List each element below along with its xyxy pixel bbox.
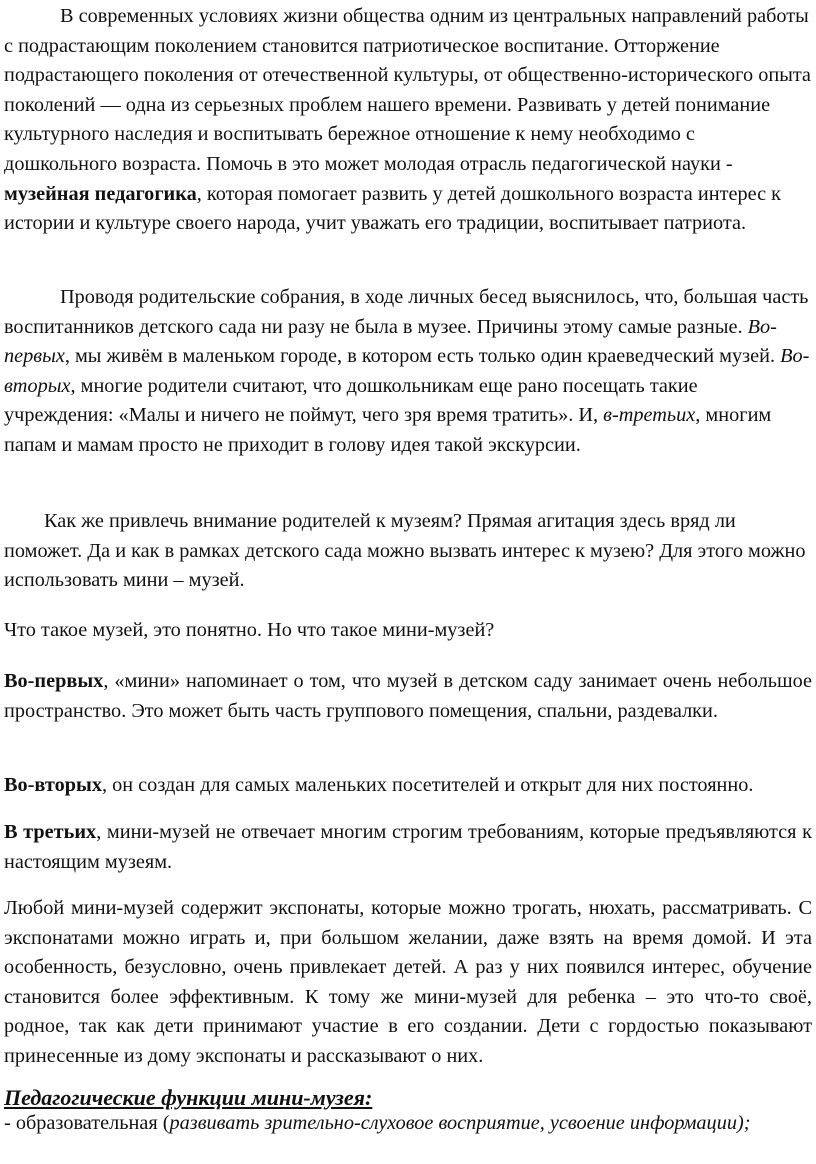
section-heading: Педагогические функции мини-музея:	[4, 1085, 373, 1110]
first-bold-term: Во-первых	[4, 670, 104, 692]
paragraph-third	[4, 818, 812, 877]
function-description: развивать зрительно-слуховое восприятие, усвоение информации);	[169, 1112, 751, 1134]
third-bold-term: В третьих	[4, 821, 97, 843]
parents-text-4: , многим папам и мамам просто не приходит в голову идея такой экскурсии.	[4, 404, 772, 456]
paragraph-exhibits: Любой мини-музей содержит экспонаты, которые можно трогать, нюхать, рассматривать. С экспонатами можно играть и, при большом желании, даже взять на время домой. И эта особенность, безусловно, очень привлекает детей. А раз у них появился интерес, обучение становится более эффективным. К тому же мини-музей для ребенка – это что-то своё, родное, так как дети принимают участие в его создании. Дети с гордостью показывают принесенные из дому экспонаты и рассказывают о них.	[4, 897, 812, 1067]
parents-italic-2: Во-вторых	[4, 345, 810, 397]
paragraph-intro	[4, 2, 812, 239]
intro-bold-term: музейная педагогика	[4, 182, 197, 205]
parents-text-1: Проводя родительские собрания, в ходе личных бесед выяснилось, что, большая часть воспитанников детского сада ни разу не была в музее. Причины этому самые разные.	[4, 286, 809, 338]
parents-italic-1: Во-первых	[4, 315, 777, 368]
intro-text-2: , которая помогает развить у детей дошкольного возраста интерес к истории и культуре своего народа, учит уважать его традиции, воспитывает патриота.	[4, 182, 782, 235]
second-bold-term: Во-вторых	[4, 774, 102, 796]
paragraph-mini-museum-question: Что такое музей, это понятно. Но что такое мини-музей?	[4, 619, 495, 641]
parents-text-2: , мы живём в маленьком городе, в котором есть только один краеведческий музей.	[64, 345, 781, 368]
function-label: - образовательная (	[4, 1112, 170, 1134]
paragraph-first	[4, 667, 812, 726]
function-item-educational	[4, 1110, 764, 1136]
first-text: , «мини» напоминает о том, что музей в детском саду занимает очень небольшое пространство. Это может быть часть группового помещения, спальни, раздевалки.	[4, 670, 812, 722]
intro-text-1: В современных условиях жизни общества одним из центральных направлений работы с подрастающим поколением становится патриотическое воспитание. Отторжение подрастающего поколения от отечественной культуры, от общественно-исторического опыта поколений — одна из серьезных проблем нашего времени. Развивать у детей понимание культурного наследия и воспитывать бережное отношение к нему необходимо с дошкольного возраста. Помочь в это может молодая отрасль педагогической науки -	[4, 5, 811, 175]
third-text: , мини-музей не отвечает многим строгим требованиям, которые предъявляются к настоящим музеям.	[4, 821, 812, 873]
parents-italic-3: в-третьих	[603, 404, 696, 427]
second-text: , он создан для самых маленьких посетителей и открыт для них постоянно.	[101, 774, 754, 796]
parents-text-3: , многие родители считают, что дошкольникам еще рано посещать такие учреждения: «Малы и ничего не поймут, чего зря время тратить». И,	[4, 374, 698, 427]
paragraph-second	[4, 771, 812, 801]
paragraph-question: Как же привлечь внимание родителей к музеям? Прямая агитация здесь вряд ли поможет. Да и как в рамках детского сада можно вызвать интерес к музею? Для этого можно использовать мини – музей.	[4, 510, 806, 592]
paragraph-parents	[4, 283, 812, 461]
